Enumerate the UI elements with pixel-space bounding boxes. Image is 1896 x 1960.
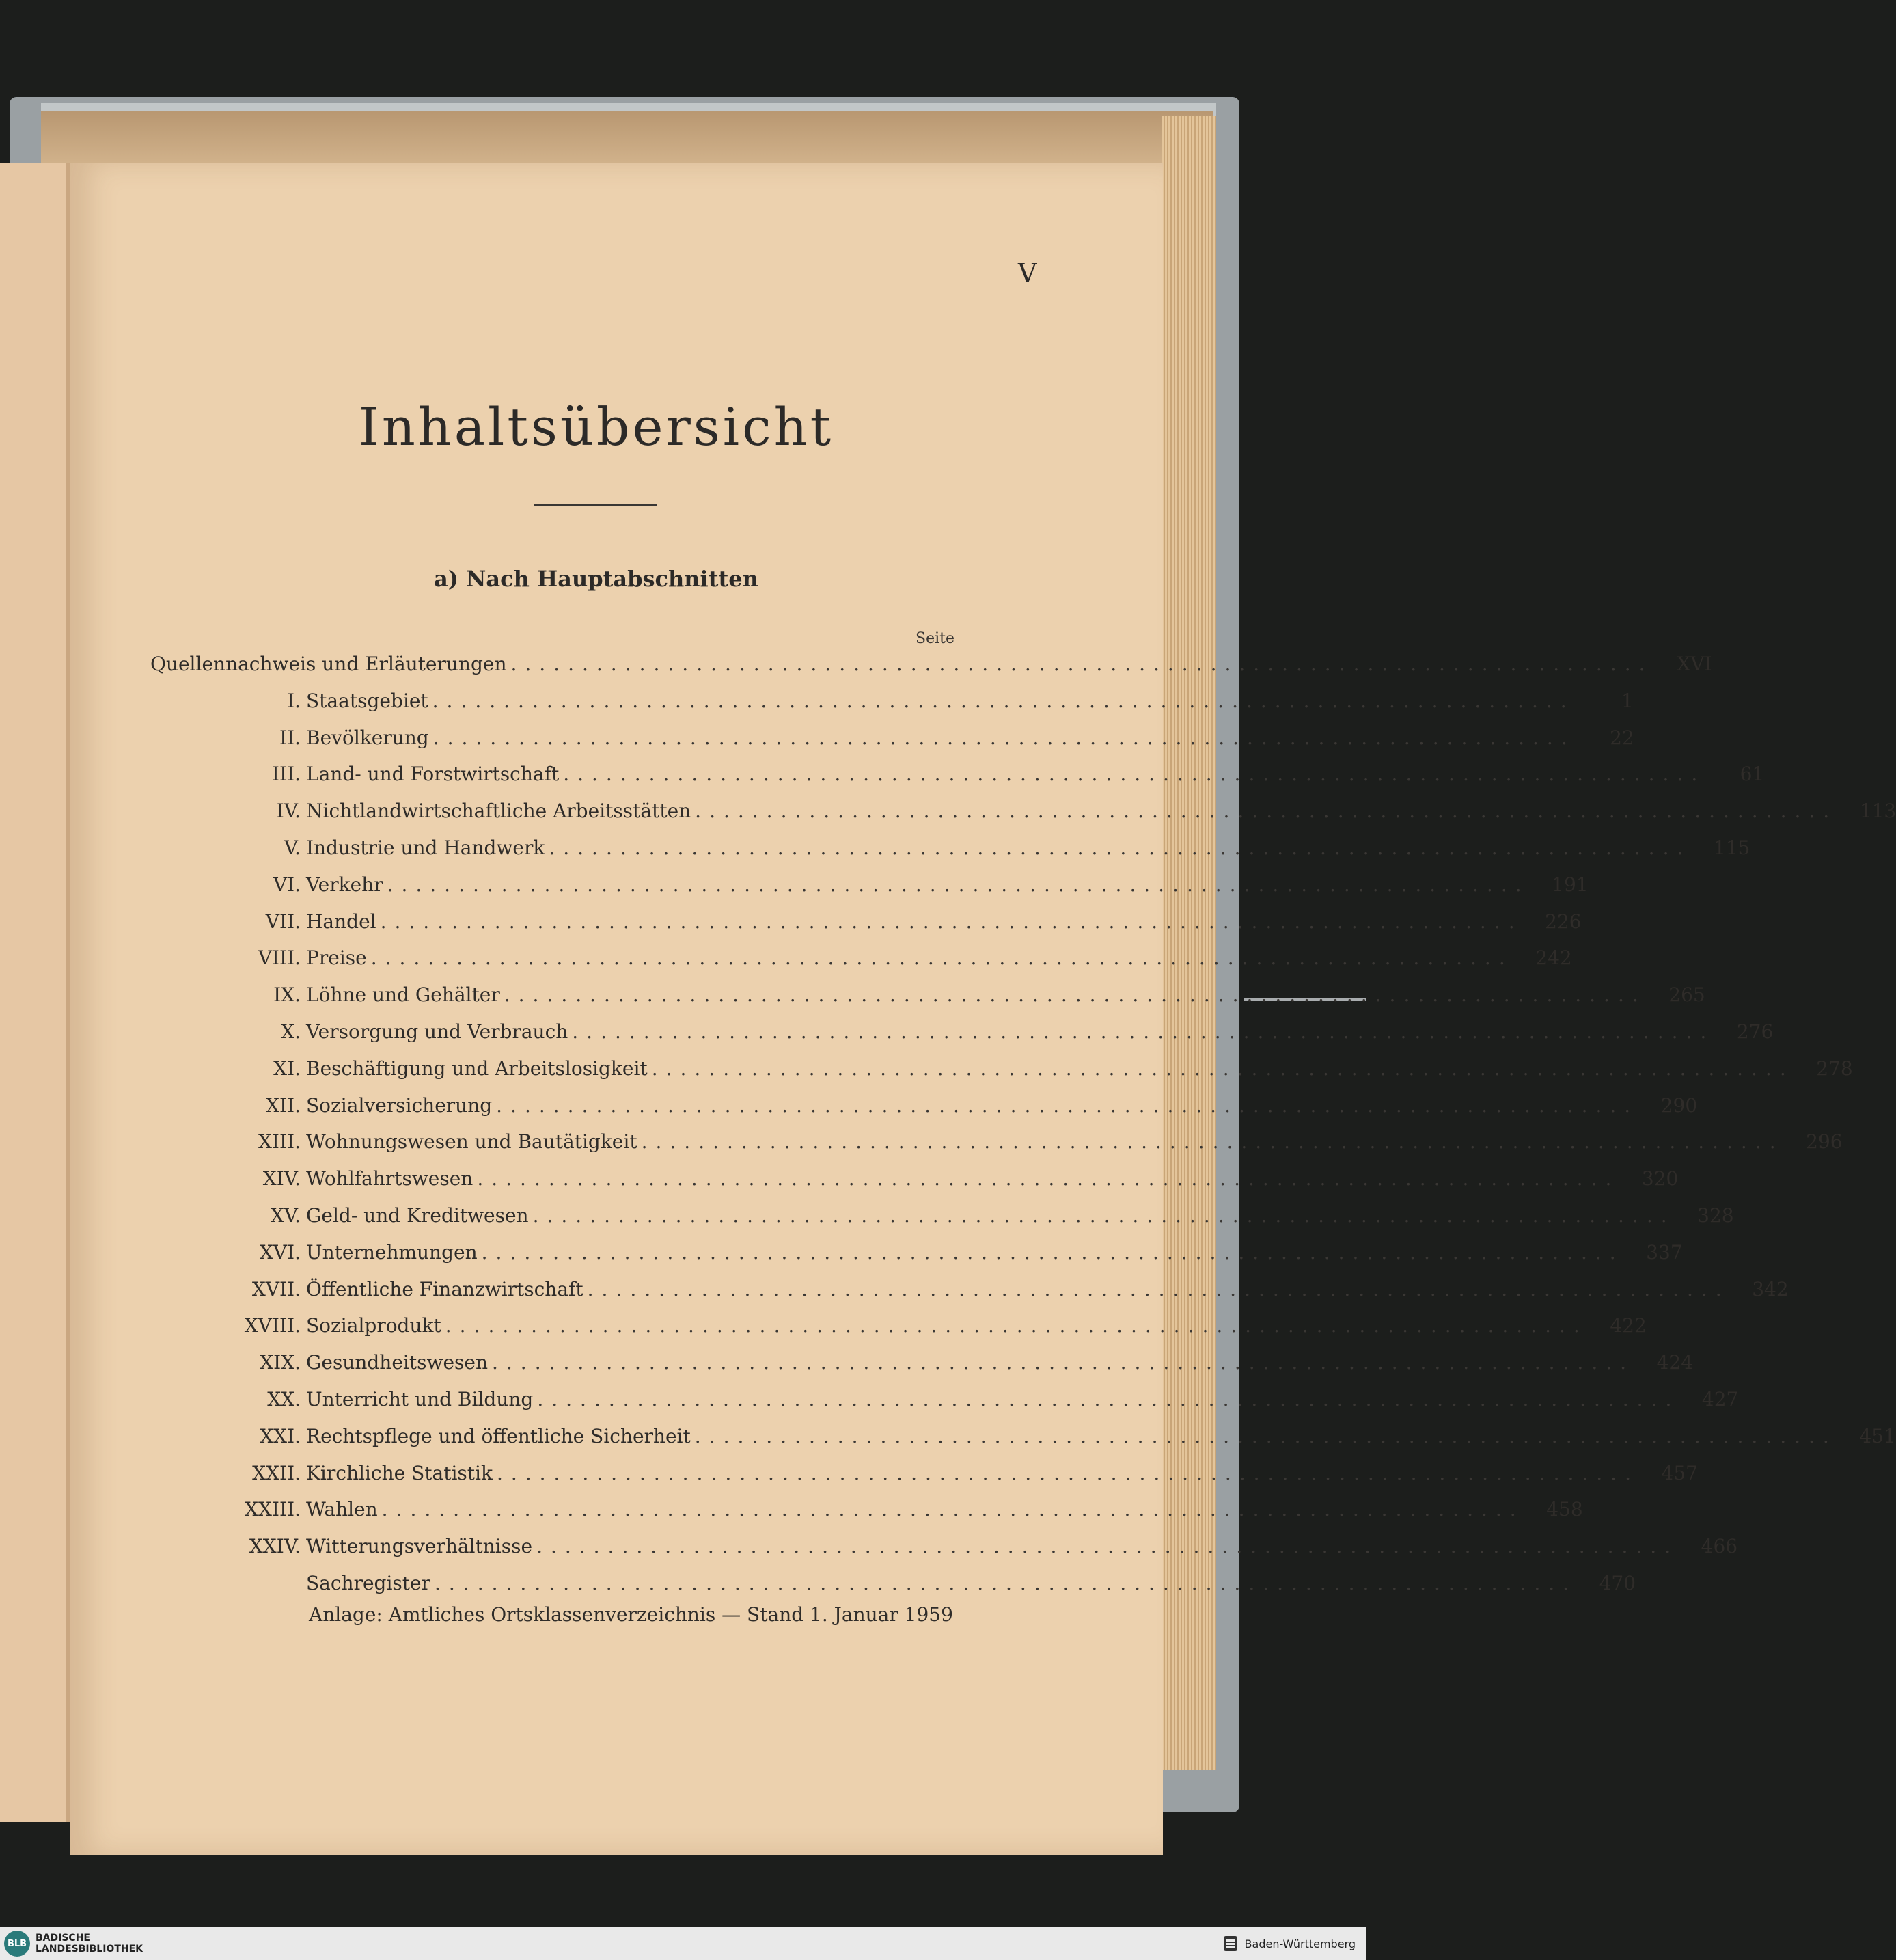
toc-entry-title: Witterungsverhältnisse <box>306 1535 533 1558</box>
page-number: V <box>1018 258 1037 288</box>
toc-leader-dots: ................................................................................ <box>695 800 1838 823</box>
library-name-line2: LANDESBIBLIOTHEK <box>36 1944 143 1955</box>
page-block-top-edge <box>41 111 1213 168</box>
toc-entry <box>225 1240 1683 1278</box>
toc-entry-page: 422 <box>1610 1314 1647 1337</box>
toc-entry-number: VIII. <box>258 947 301 970</box>
toc-entry-page: 296 <box>1806 1130 1843 1154</box>
toc-entry <box>225 1461 1698 1499</box>
toc-leader-dots: ................................................................................ <box>445 1314 1588 1337</box>
toc-entry <box>225 873 1589 910</box>
toc-entry <box>225 910 1582 947</box>
toc-leader-dots: ................................................................................ <box>381 1498 1524 1521</box>
toc-entry-number: XVII. <box>251 1277 301 1301</box>
toc-entry-page: 427 <box>1701 1387 1739 1411</box>
toc-entry-page: 328 <box>1697 1203 1734 1227</box>
toc-leader-dots: ................................................................................ <box>537 1387 1680 1411</box>
toc-entry-title: Beschäftigung und Arbeitslosigkeit <box>306 1057 648 1080</box>
toc-entry-number: XXIII. <box>245 1498 301 1521</box>
toc-entry <box>225 800 1896 836</box>
toc-entry-page: 226 <box>1545 910 1582 933</box>
toc-entry-title: Verkehr <box>306 873 383 896</box>
toc-entry-number: IV. <box>276 800 301 823</box>
toc-entry-number: XI. <box>273 1057 301 1080</box>
toc-entry-title: Unternehmungen <box>306 1240 478 1264</box>
page-column-header: Seite <box>916 630 954 647</box>
toc-entry-number: XV. <box>270 1203 301 1227</box>
toc-entry-page: 22 <box>1610 726 1634 749</box>
toc-entry-number: XXI. <box>260 1424 301 1447</box>
toc-leader-dots: ................................................................................ <box>496 1093 1639 1117</box>
toc-leader-dots: ................................................................................ <box>510 653 1653 675</box>
toc-entry-title: Nichtlandwirtschaftliche Arbeitsstätten <box>306 800 691 823</box>
toc-entry-page: 265 <box>1668 983 1705 1007</box>
toc-entry-title: Versorgung und Verbrauch <box>306 1020 568 1043</box>
toc-entry-page: 470 <box>1599 1571 1636 1594</box>
lions-crest-icon <box>1222 1935 1239 1952</box>
toc-entry-title: Industrie und Handwerk <box>306 836 545 859</box>
toc-entry-page: 457 <box>1661 1461 1698 1484</box>
toc-entry-number: X. <box>281 1020 301 1043</box>
toc-entry-number: XIX. <box>260 1351 301 1374</box>
toc-leader-dots: ................................................................................ <box>694 1424 1837 1447</box>
toc-entry <box>225 1387 1739 1425</box>
toc-entry-page: 115 <box>1713 836 1750 859</box>
toc-entry-number: V. <box>284 836 301 859</box>
page-block-right-edge <box>1162 116 1216 1770</box>
toc-leader-dots: ................................................................................ <box>563 763 1706 786</box>
toc-entry-page: 424 <box>1656 1351 1694 1374</box>
toc-entry-number: XX. <box>267 1387 301 1411</box>
toc-leader-dots: ................................................................................ <box>432 726 1576 749</box>
toc-entry <box>225 836 1750 873</box>
section-heading: a) Nach Hauptabschnitten <box>434 566 758 592</box>
toc-entry-number: I. <box>287 689 301 712</box>
toc-entry-title: Sozialversicherung <box>306 1093 493 1117</box>
toc-entry-number: II. <box>279 726 301 749</box>
toc-leader-dots: ................................................................................ <box>587 1277 1730 1301</box>
toc-leader-dots: ................................................................................ <box>572 1020 1715 1043</box>
toc-entry-title: Rechtspflege und öffentliche Sicherheit <box>306 1424 691 1447</box>
page-title: Inhaltsübersicht <box>358 396 834 457</box>
toc-entry <box>225 763 1765 800</box>
toc-entry <box>225 726 1634 763</box>
toc-entry <box>225 1130 1843 1167</box>
toc-entry-title: Land- und Forstwirtschaft <box>306 763 560 786</box>
table-of-contents <box>150 653 1896 1609</box>
toc-entry-number: XIV. <box>262 1167 301 1190</box>
toc-entry-number: XIII. <box>258 1130 301 1154</box>
toc-entry <box>225 1498 1583 1535</box>
toc-entry-number: III. <box>271 763 301 786</box>
toc-entry-title: Quellennachweis und Erläuterungen <box>150 653 507 675</box>
toc-entry-page: 342 <box>1752 1277 1789 1301</box>
toc-entry <box>225 1057 1853 1094</box>
toc-entry-page: 320 <box>1641 1167 1679 1190</box>
toc-entry <box>225 1093 1698 1131</box>
toc-leader-dots: ................................................................................ <box>435 1571 1578 1594</box>
toc-entry-page: 451 <box>1859 1424 1896 1447</box>
toc-entry-number: XXIV. <box>249 1535 301 1558</box>
toc-entry-page: XVI <box>1677 653 1712 675</box>
toc-entry <box>225 1314 1647 1351</box>
footer-bar <box>0 1927 1366 1960</box>
toc-entry <box>225 947 1572 983</box>
toc-entry-title: Wohnungswesen und Bautätigkeit <box>306 1130 637 1154</box>
toc-entry <box>225 1351 1694 1388</box>
toc-entry <box>225 1020 1774 1057</box>
annex-note: Anlage: Amtliches Ortsklassenverzeichnis — Stand 1. Januar 1959 <box>309 1603 953 1626</box>
toc-leader-dots: ................................................................................ <box>387 873 1530 896</box>
toc-entry-title: Bevölkerung <box>306 726 429 749</box>
toc-leader-dots: ................................................................................ <box>651 1057 1794 1080</box>
toc-entry-title: Handel <box>306 910 376 933</box>
toc-leader-dots: ................................................................................ <box>504 983 1647 1007</box>
toc-entry-title: Gesundheitswesen <box>306 1351 488 1374</box>
toc-entry-page: 1 <box>1621 689 1634 712</box>
toc-entry-page: 61 <box>1740 763 1765 786</box>
toc-entry <box>225 689 1634 726</box>
toc-entry-title: Kirchliche Statistik <box>306 1461 493 1484</box>
toc-entry-number: XVI. <box>259 1240 301 1264</box>
toc-leader-dots: ................................................................................ <box>380 910 1523 933</box>
toc-leader-dots: ................................................................................ <box>432 689 1575 712</box>
toc-leader-dots: ................................................................................ <box>536 1535 1679 1558</box>
toc-leader-dots: ................................................................................ <box>549 836 1692 859</box>
toc-entry-page: 276 <box>1736 1020 1774 1043</box>
state-name: Baden-Württemberg <box>1244 1937 1356 1950</box>
toc-entry-number: VI. <box>273 873 301 896</box>
library-logo[interactable] <box>0 1931 143 1957</box>
toc-entry-page: 242 <box>1535 947 1572 970</box>
toc-entry <box>225 983 1705 1020</box>
toc-entry <box>150 653 1712 690</box>
toc-leader-dots: ................................................................................ <box>477 1167 1620 1190</box>
toc-entry <box>225 1167 1679 1204</box>
state-logo[interactable] <box>1222 1935 1366 1952</box>
toc-entry <box>225 1535 1738 1572</box>
toc-entry-page: 458 <box>1546 1498 1583 1521</box>
toc-entry-title: Preise <box>306 947 367 970</box>
toc-entry-title: Geld- und Kreditwesen <box>306 1203 529 1227</box>
toc-entry <box>225 1277 1789 1315</box>
toc-entry-page: 191 <box>1552 873 1589 896</box>
toc-entry-title: Sozialprodukt <box>306 1314 441 1337</box>
toc-entry-number: XVIII. <box>244 1314 301 1337</box>
toc-entry-page: 290 <box>1660 1093 1698 1117</box>
toc-entry-title: Unterricht und Bildung <box>306 1387 534 1411</box>
toc-leader-dots: ................................................................................ <box>496 1461 1639 1484</box>
toc-entry-number: IX. <box>273 983 301 1007</box>
toc-entry-number: XXII. <box>252 1461 301 1484</box>
toc-leader-dots: ................................................................................ <box>481 1240 1624 1264</box>
toc-leader-dots: ................................................................................ <box>641 1130 1784 1154</box>
toc-entry <box>225 1424 1896 1462</box>
library-name-line1: BADISCHE <box>36 1933 90 1944</box>
library-name <box>36 1933 143 1955</box>
toc-entry-title: Wohlfahrtswesen <box>306 1167 473 1190</box>
toc-entry-title: Staatsgebiet <box>306 689 428 712</box>
toc-entry-title: Wahlen <box>306 1498 378 1521</box>
toc-entry-page: 278 <box>1816 1057 1853 1080</box>
blb-logo-icon: BLB <box>4 1931 30 1957</box>
toc-entry-number: VII. <box>265 910 301 933</box>
toc-leader-dots: ................................................................................ <box>492 1351 1635 1374</box>
toc-entry-title: Löhne und Gehälter <box>306 983 500 1007</box>
toc-leader-dots: ................................................................................ <box>532 1203 1675 1227</box>
title-divider <box>534 504 657 506</box>
toc-entry-title: Öffentliche Finanzwirtschaft <box>306 1277 583 1301</box>
toc-entry-page: 466 <box>1701 1535 1738 1558</box>
toc-entry-page: 337 <box>1646 1240 1683 1264</box>
toc-entry-page: 113 <box>1859 800 1896 823</box>
toc-entry-number: XII. <box>266 1093 301 1117</box>
toc-leader-dots: ................................................................................ <box>370 947 1513 970</box>
toc-entry-title: Sachregister <box>306 1571 430 1594</box>
toc-entry <box>225 1203 1734 1241</box>
